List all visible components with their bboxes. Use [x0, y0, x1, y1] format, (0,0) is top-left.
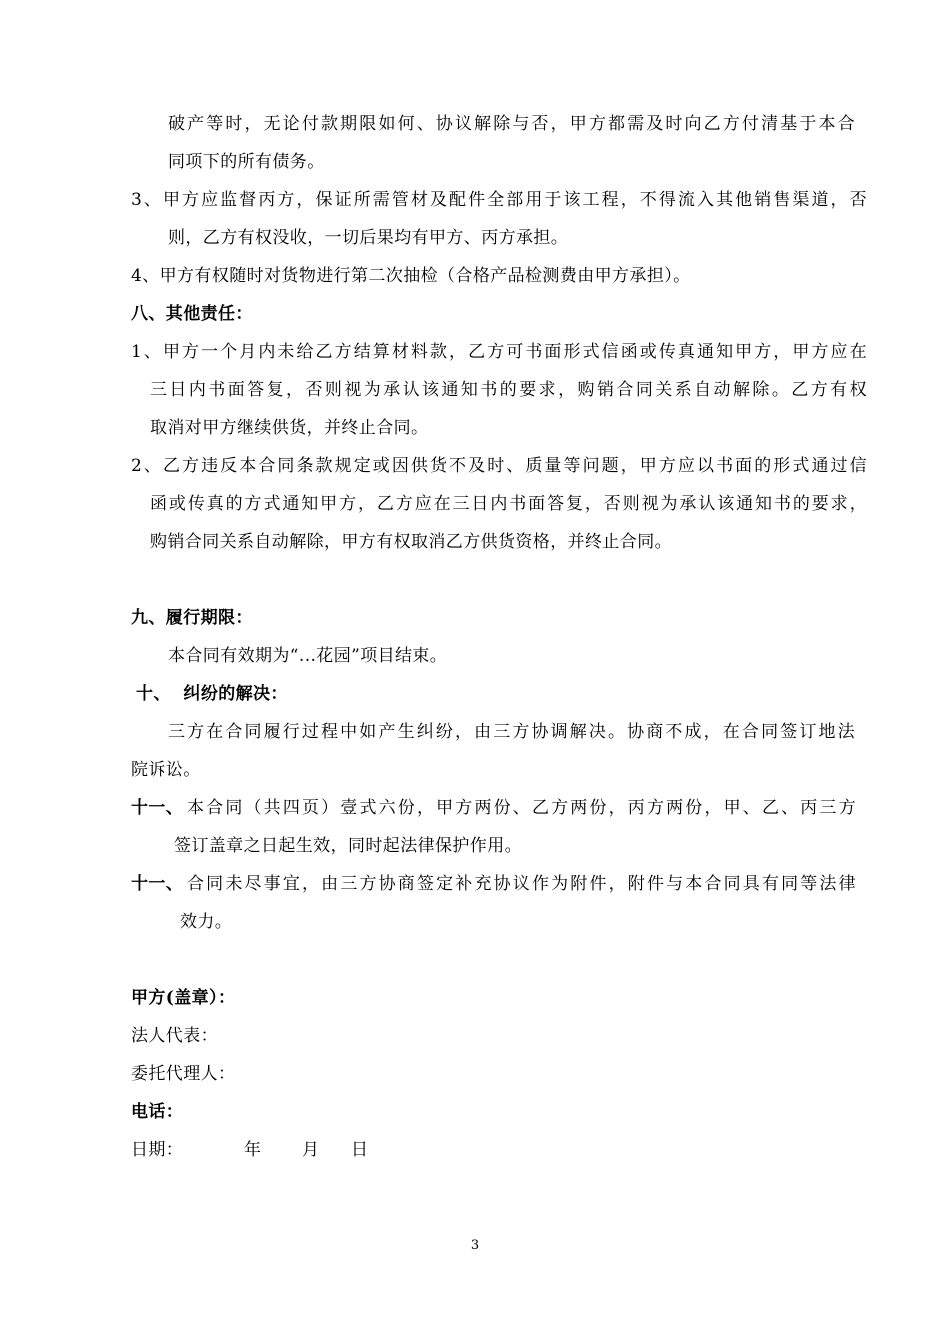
paragraph-line: 签订盖章之日起生效，同时起法律保护作用。: [174, 836, 522, 856]
paragraph-line: 购销合同关系自动解除，甲方有权取消乙方供货资格，并终止合同。: [150, 532, 672, 552]
paragraph-line: 合同未尽事宜，由三方协商签定补充协议作为附件，附件与本合同具有同等法律: [187, 874, 856, 894]
clause-4: 4、甲方有权随时对货物进行第二次抽检（合格产品检测费由甲方承担）。: [131, 266, 691, 286]
paragraph-line: 本合同有效期为“...花园”项目结束。: [168, 646, 448, 666]
paragraph-line: 三日内书面答复，否则视为承认该通知书的要求，购销合同关系自动解除。乙方有权: [150, 380, 867, 400]
authorized-agent-label: 委托代理人：: [131, 1064, 236, 1084]
clause-1: 1、甲方一个月内未给乙方结算材料款，乙方可书面形式信函或传真通知甲方，甲方应在: [131, 342, 867, 362]
section-heading-10: 十、 纠纷的解决：: [136, 684, 288, 704]
phone-label: 电话：: [131, 1102, 184, 1122]
page-number: 3: [470, 1238, 480, 1253]
section-heading-9: 九、履行期限：: [131, 608, 253, 628]
paragraph-line: 破产等时，无论付款期限如何、协议解除与否，甲方都需及时向乙方付清基于本合: [168, 114, 855, 134]
paragraph-line: 三方在合同履行过程中如产生纠纷，由三方协调解决。协商不成，在合同签订地法: [168, 722, 855, 742]
clause-2: 2、乙方违反本合同条款规定或因供货不及时、质量等问题，甲方应以书面的形式通过信: [131, 456, 867, 476]
section-heading-11: 十一、: [131, 798, 184, 818]
section-heading-11b: 十一、: [131, 874, 184, 894]
signature-party-label: 甲方(盖章）：: [131, 988, 236, 1008]
month-label: 月: [302, 1140, 320, 1160]
paragraph-line: 院诉讼。: [131, 760, 201, 780]
paragraph-line: 函或传真的方式通知甲方，乙方应在三日内书面答复，否则视为承认该通知书的要求，: [150, 494, 867, 514]
paragraph-line: 本合同（共四页）壹式六份，甲方两份、乙方两份，丙方两份，甲、乙、丙三方: [187, 798, 856, 818]
paragraph-line: 效力。: [180, 912, 233, 932]
day-label: 日: [351, 1140, 369, 1160]
clause-3: 3、甲方应监督丙方，保证所需管材及配件全部用于该工程，不得流入其他销售渠道，否: [131, 190, 867, 210]
paragraph-line: 则，乙方有权没收，一切后果均有甲方、丙方承担。: [168, 228, 569, 248]
paragraph-line: 同项下的所有债务。: [168, 152, 325, 172]
date-label: 日期：: [131, 1140, 184, 1160]
year-label: 年: [244, 1140, 262, 1160]
section-heading-8: 八、其他责任：: [131, 304, 253, 324]
paragraph-line: 取消对甲方继续供货，并终止合同。: [150, 418, 429, 438]
legal-representative-label: 法人代表：: [131, 1026, 218, 1046]
date-row: [131, 1139, 391, 1161]
